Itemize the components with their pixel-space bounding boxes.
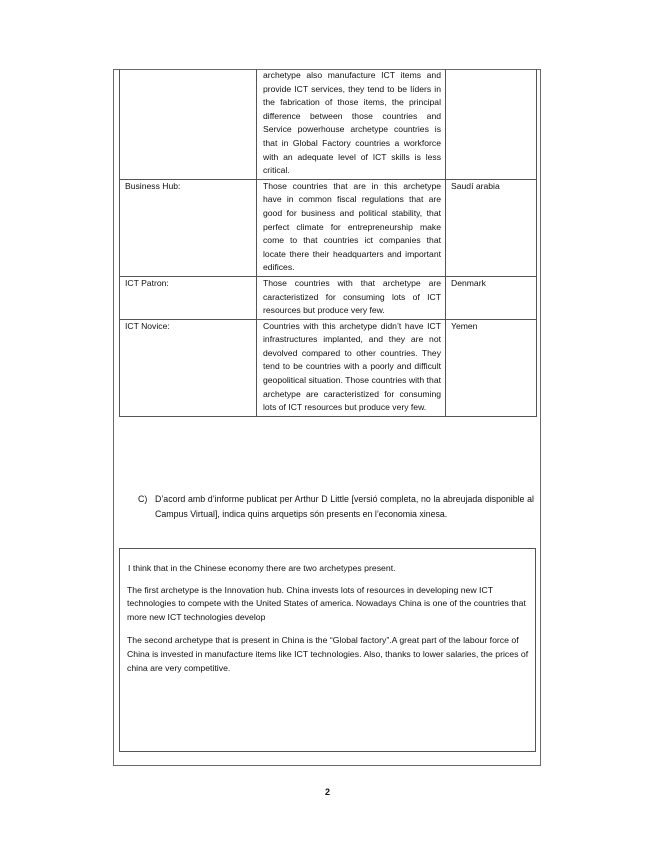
archetype-name-cell (120, 69, 257, 179)
archetype-name-cell: ICT Patron: (120, 276, 257, 319)
table-row (120, 179, 537, 276)
table-row (120, 69, 537, 179)
table-row (120, 276, 537, 319)
question-c (138, 492, 534, 521)
answer-paragraph: The second archetype that is present in China is the “Global factory”.A great part of the labour force of China is invested in manufacture items like ICT technologies. Also, thanks to lower salaries, the prices of china are very competitive. (127, 635, 529, 673)
archetype-name-cell: ICT Novice: (120, 319, 257, 416)
answer-box (119, 548, 536, 752)
archetype-description-cell: Those countries that are in this archetype have in common fiscal regulations that are good for business and political stability, that perfect climate for entrepreneurship make come to that countries ict companies that locate there their headquarters and important edifices. (257, 179, 446, 276)
archetype-description-cell: Those countries with that archetype are caracteristized for consuming lots of ICT resources but produce very few. (257, 276, 446, 319)
archetype-example-cell: Saudí arabia (446, 179, 537, 276)
archetype-description-cell: Countries with this archetype didn’t have ICT infrastructures implanted, and they are not devolved compared to other countries. They tend to be countries with a poorly and difficult geopolitical situation. Those countries with that archetype are caracteristized for consuming lots of ICT resources but produce very few. (257, 319, 446, 416)
page-number: 2 (324, 787, 330, 797)
archetype-table (119, 69, 537, 417)
archetype-example-cell: Yemen (446, 319, 537, 416)
question-text: D’acord amb d’informe publicat per Arthur D Little [versió completa, no la abreujada disponible al Campus Virtual], indica quins arquetips són presents en l’economia xinesa. (155, 494, 534, 519)
archetype-example-cell (446, 69, 537, 179)
table-row (120, 319, 537, 416)
archetype-example-cell: Denmark (446, 276, 537, 319)
question-letter: C) (138, 494, 148, 504)
archetype-description-cell: archetype also manufacture ICT items and provide ICT services, they tend to be líders in the fabrication of those items, the principal difference between those countries and Service powerhouse archetype countries is that in Global Factory countries a workforce with an adequate level of ICT skills is less critical. (257, 69, 446, 179)
answer-paragraph: The first archetype is the Innovation hub. China invests lots of resources in developing new ICT technologies to compete with the United States of america. Nowadays China is one of the countries that more new ICT technologies develop (127, 584, 526, 622)
answer-paragraph: I think that in the Chinese economy there are two archetypes present. (128, 563, 396, 573)
archetype-name-cell: Business Hub: (120, 179, 257, 276)
